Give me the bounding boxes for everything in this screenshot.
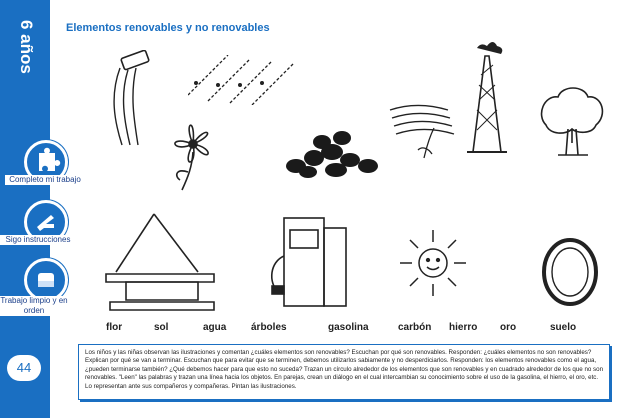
sun-illustration <box>398 226 468 300</box>
oil-derrick-illustration <box>463 40 511 155</box>
wind-illustration <box>388 100 458 160</box>
word-gasolina: gasolina <box>328 322 369 333</box>
badge-label-complete: Completo mi trabajo <box>5 175 85 185</box>
word-agua: agua <box>203 322 227 333</box>
iron-beam-illustration <box>96 212 226 312</box>
flower-illustration <box>158 112 228 192</box>
badge-label-clean-work: Trabajo limpio y en orden <box>0 296 74 316</box>
word-arboles: árboles <box>251 322 287 333</box>
word-carbon: carbón <box>398 322 432 333</box>
cultivated-field-illustration <box>188 55 298 105</box>
badge-label-instructions: Sigo instrucciones <box>0 235 78 245</box>
word-sol: sol <box>154 322 169 333</box>
teacher-instructions: Los niños y las niñas observan las ilustraciones y comentan ¿cuáles elementos son renovables? Escuchan por qué son renovables. Responden: ¿cuáles elementos no son renovables? Explican por qué se van a terminar. Escuchan que para evitar que se terminen, debemos utilizarlos sabiamente y no desperdiciarlos. Responden: los elementos renovables como el agua, ¿pueden terminarse también? ¿Qué debemos hacer para que esto no suceda? Trazan un círculo alrededor de los elementos que son renovables y en cuadrado alrededor de los que no son renovables. "Leen" las palabras y trazan una línea hacia los objetos. En parejas, crean un diálogo en el cual intercambian su conocimiento sobre el uso de la gasolina, el hierro, el oro, etc. Lo representan ante sus compañeros y compañeras. Pintan las ilustraciones. <box>78 344 610 400</box>
page-title: Elementos renovables y no renovables <box>66 22 270 34</box>
page-number: 44 <box>7 355 41 381</box>
tree-illustration <box>536 85 606 157</box>
coal-illustration <box>276 122 386 182</box>
word-hierro: hierro <box>449 322 478 333</box>
gas-pump-illustration <box>262 212 354 312</box>
word-suelo: suelo <box>550 322 577 333</box>
age-label: 6 años <box>17 20 36 74</box>
gold-ring-illustration <box>537 232 603 308</box>
word-oro: oro <box>500 322 517 333</box>
word-flor: flor <box>106 322 123 333</box>
